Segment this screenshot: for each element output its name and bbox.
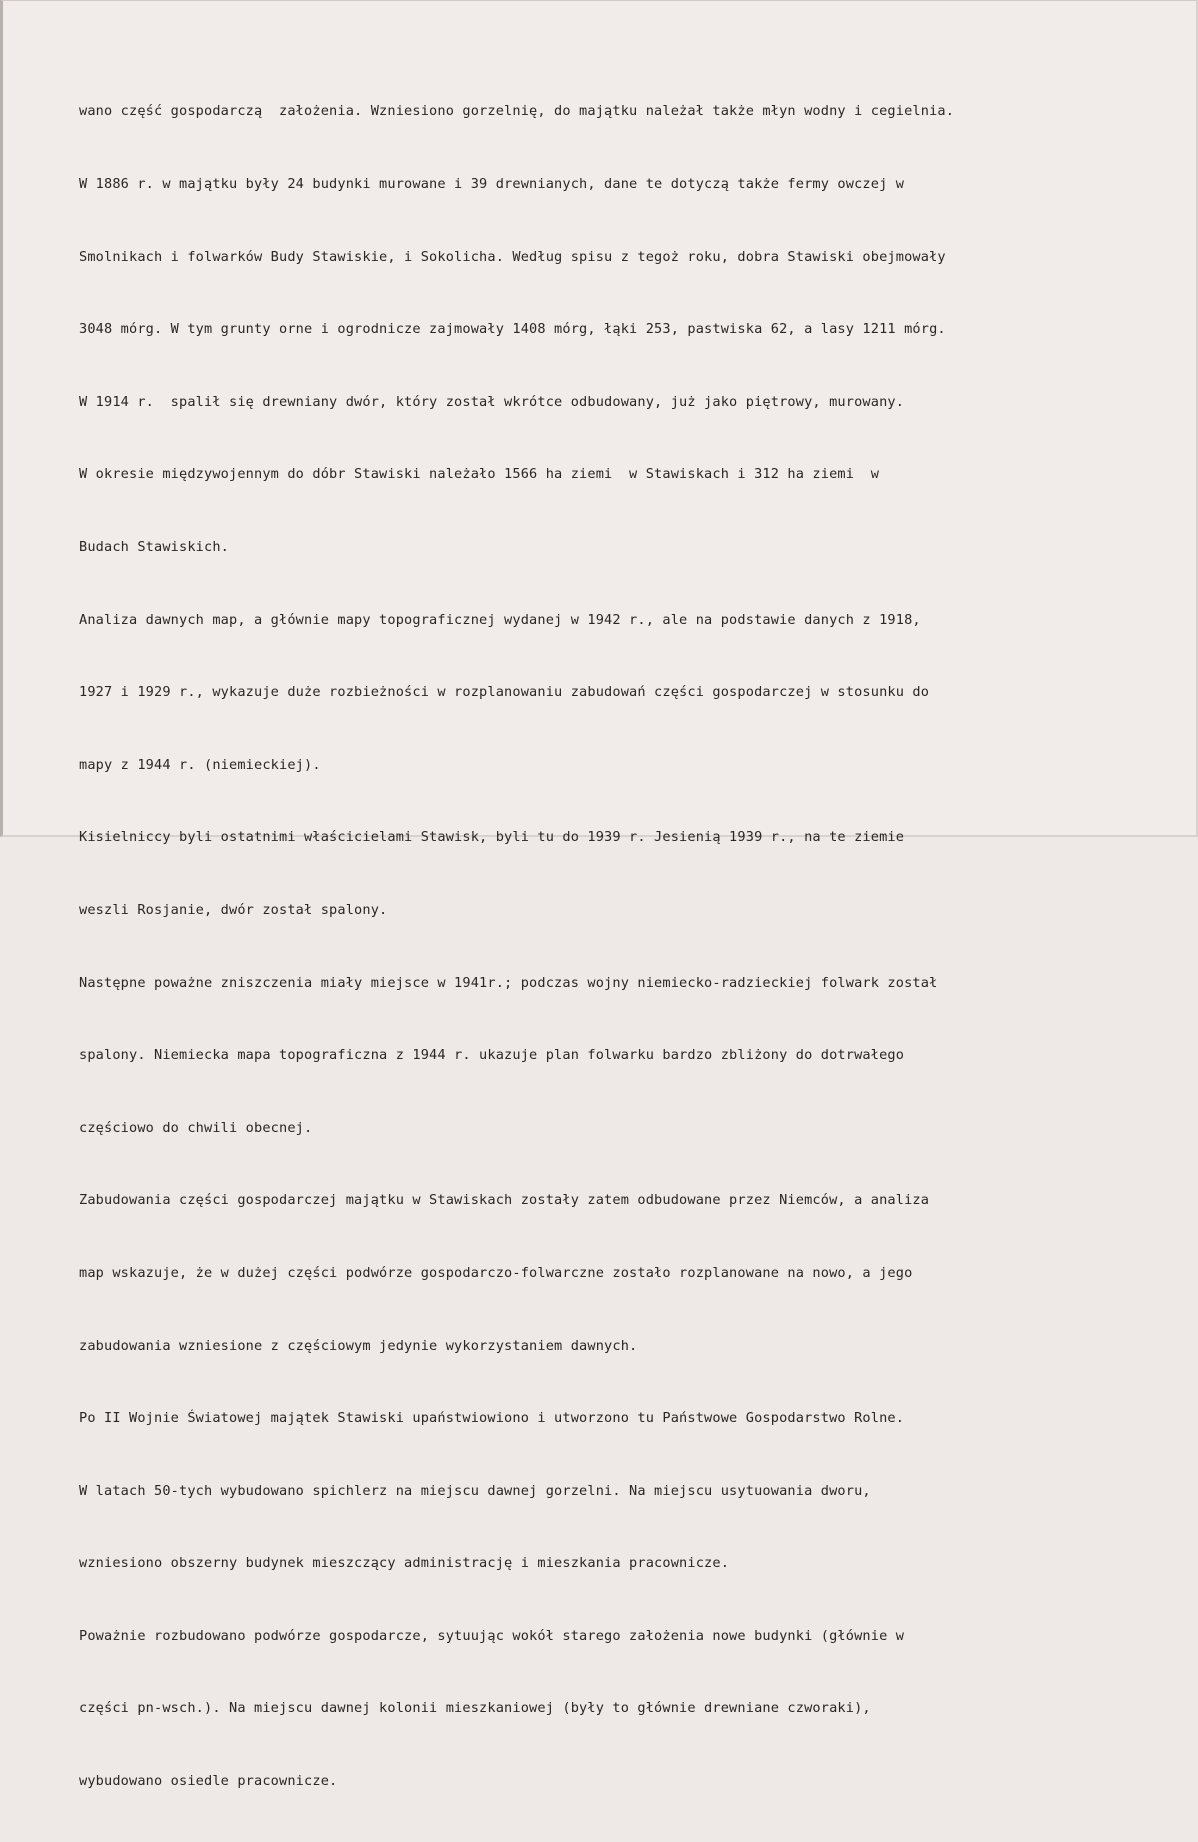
text-line: Smolnikach i folwarków Budy Stawiskie, i Sokolicha. Według spisu z tegoż roku, dobra Stawiski obejmowały xyxy=(79,248,946,265)
text-line: W latach 50-tych wybudowano spichlerz na miejscu dawnej gorzelni. Na miejscu usytuowania dworu, xyxy=(79,1482,871,1499)
text-line: spalony. Niemiecka mapa topograficzna z 1944 r. ukazuje plan folwarku bardzo zbliżony do dotrwałego xyxy=(79,1047,905,1064)
text-line: Poważnie rozbudowano podwórze gospodarcze, sytuując wokół starego założenia nowe budynki (głównie w xyxy=(79,1627,905,1644)
text-line: częściowo do chwili obecnej. xyxy=(79,1119,313,1136)
text-line: 3048 mórg. W tym grunty orne i ogrodnicze zajmowały 1408 mórg, łąki 253, pastwiska 62, a lasy 1211 mórg. xyxy=(79,321,946,338)
text-line: Analiza dawnych map, a głównie mapy topograficznej wydanej w 1942 r., ale na podstawie danych z 1918, xyxy=(79,611,921,628)
text-line: map wskazuje, że w dużej części podwórze gospodarczo-folwarczne zostało rozplanowane na nowo, a jego xyxy=(79,1264,913,1281)
text-line: W okresie międzywojennym do dóbr Stawiski należało 1566 ha ziemi w Stawiskach i 312 ha ziemi w xyxy=(79,466,880,483)
text-line: Zabudowania części gospodarczej majątku w Stawiskach zostały zatem odbudowane przez Niemców, a analiza xyxy=(79,1192,930,1209)
typewritten-text xyxy=(79,51,1179,1842)
text-line: W 1914 r. spalił się drewniany dwór, który został wkrótce odbudowany, już jako piętrowy, murowany. xyxy=(79,393,905,410)
text-line: Kisielniccy byli ostatnimi właścicielami Stawisk, byli tu do 1939 r. Jesienią 1939 r., na te ziemie xyxy=(79,829,905,846)
text-line: weszli Rosjanie, dwór został spalony. xyxy=(79,901,388,918)
text-line: części pn-wsch.). Na miejscu dawnej kolonii mieszkaniowej (były to głównie drewniane czworaki), xyxy=(79,1700,871,1717)
text-line: wybudowano osiedle pracownicze. xyxy=(79,1773,338,1790)
text-line: wzniesiono obszerny budynek mieszczący administrację i mieszkania pracownicze. xyxy=(79,1555,730,1572)
text-line: 1927 i 1929 r., wykazuje duże rozbieżności w rozplanowaniu zabudowań części gospodarczej w stosunku do xyxy=(79,684,930,701)
text-line: zabudowania wzniesione z częściowym jedynie wykorzystaniem dawnych. xyxy=(79,1337,638,1354)
text-line: mapy z 1944 r. (niemieckiej). xyxy=(79,756,321,773)
text-line: Następne poważne zniszczenia miały miejsce w 1941r.; podczas wojny niemiecko-radzieckiej folwark został xyxy=(79,974,938,991)
text-line: wano część gospodarczą założenia. Wzniesiono gorzelnię, do majątku należał także młyn wodny i cegielnia. xyxy=(79,103,955,120)
text-line: W 1886 r. w majątku były 24 budynki murowane i 39 drewnianych, dane te dotyczą także fermy owczej w xyxy=(79,176,905,192)
text-line: Po II Wojnie Światowej majątek Stawiski upaństwiowiono i utworzono tu Państwowe Gospodarstwo Rolne. xyxy=(79,1410,905,1427)
text-line: Budach Stawiskich. xyxy=(79,538,230,555)
